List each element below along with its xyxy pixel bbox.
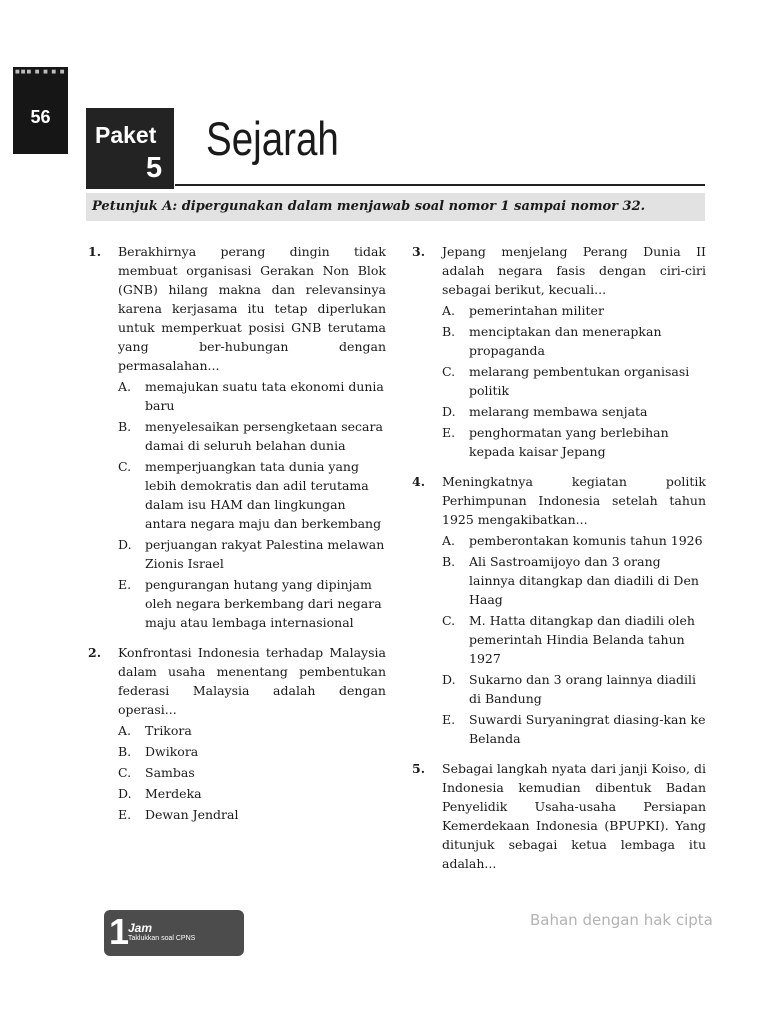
question-number: 4. [412, 474, 426, 489]
option-letter: D. [442, 404, 456, 419]
brand-number: 1 [109, 911, 130, 952]
answer-option[interactable] [442, 710, 706, 748]
question-number: 3. [412, 244, 426, 259]
option-text: pemerintahan militer [469, 303, 604, 318]
option-letter: E. [442, 425, 456, 440]
question [410, 242, 706, 461]
option-letter: B. [442, 554, 456, 569]
copyright-watermark: Bahan dengan hak cipta [530, 911, 713, 929]
answer-option[interactable] [442, 322, 706, 360]
answer-option[interactable] [442, 301, 706, 320]
instruction-text: Petunjuk A: dipergunakan dalam menjawab soal nomor 1 sampai nomor 32. [92, 199, 646, 214]
answer-option[interactable] [118, 805, 386, 824]
answer-option[interactable] [442, 402, 706, 421]
answer-option[interactable] [118, 575, 386, 632]
option-text: penghormatan yang berlebihan kepada kaisar Jepang [469, 425, 669, 459]
option-letter: C. [442, 364, 456, 379]
option-text: melarang membawa senjata [469, 404, 648, 419]
answer-option[interactable] [118, 377, 386, 415]
title-divider [175, 184, 705, 186]
option-letter: A. [118, 379, 132, 394]
page-title: Sejarah [206, 112, 339, 165]
option-letter: E. [442, 712, 456, 727]
option-text: Sambas [145, 765, 195, 780]
option-text: memperjuangkan tata dunia yang lebih demokratis dan adil terutama dalam isu HAM dan lingkungan antara negara maju dan berkembang [145, 459, 382, 531]
page-number: 56 [30, 107, 51, 127]
option-letter: C. [442, 613, 456, 628]
option-text: Dwikora [145, 744, 199, 759]
paket-number: 5 [146, 152, 163, 184]
option-text: memajukan suatu tata ekonomi dunia baru [145, 379, 384, 413]
option-text: Sukarno dan 3 orang lainnya diadili di Bandung [469, 672, 697, 706]
option-letter: B. [118, 744, 132, 759]
question [86, 242, 386, 632]
option-letter: B. [442, 324, 456, 339]
question-text: Berakhirnya perang dingin tidak membuat organisasi Gerakan Non Blok (GNB) hilang makna dan relevansinya karena kerjasama itu tetap diperlukan untuk memperkuat posisi GNB terutama yang ber-hubungan dengan permasalahan... [118, 244, 386, 373]
option-text: pemberontakan komunis tahun 1926 [469, 533, 703, 548]
option-letter: D. [442, 672, 456, 687]
option-letter: A. [118, 723, 132, 738]
option-text: pengurangan hutang yang dipinjam oleh negara berkembang dari negara maju atau lembaga internasional [145, 577, 382, 630]
page-number-tab [13, 67, 68, 154]
right-column [410, 242, 706, 884]
answer-option[interactable] [118, 742, 386, 761]
option-letter: A. [442, 533, 456, 548]
option-text: melarang pembentukan organisasi politik [469, 364, 690, 398]
answer-option[interactable] [118, 417, 386, 455]
left-column [86, 242, 386, 835]
option-text: Merdeka [145, 786, 202, 801]
option-text: M. Hatta ditangkap dan diadili oleh pemerintah Hindia Belanda tahun 1927 [469, 613, 695, 666]
option-text: Suwardi Suryaningrat diasing-kan ke Belanda [469, 712, 706, 746]
answer-option[interactable] [442, 670, 706, 708]
option-letter: C. [118, 765, 132, 780]
question-text: Meningkatnya kegiatan politik Perhimpunan Indonesia setelah tahun 1925 mengakibatkan... [442, 474, 706, 527]
question-text: Konfrontasi Indonesia terhadap Malaysia dalam usaha menentang pembentukan federasi Malaysia adalah dengan operasi... [118, 645, 386, 717]
paket-label: Paket [95, 122, 157, 148]
question-text: Jepang menjelang Perang Dunia II adalah negara fasis dengan ciri-ciri sebagai berikut, kecuali... [442, 244, 706, 297]
instruction-banner [86, 193, 705, 221]
question [86, 643, 386, 824]
option-letter: B. [118, 419, 132, 434]
question-number: 5. [412, 761, 426, 776]
option-text: Trikora [145, 723, 192, 738]
answer-option[interactable] [442, 552, 706, 609]
answer-option[interactable] [442, 531, 706, 550]
option-text: menciptakan dan menerapkan propaganda [469, 324, 662, 358]
question-number: 1. [88, 244, 102, 259]
option-letter: E. [118, 807, 132, 822]
brand-tagline: Taklukkan soal CPNS [128, 935, 196, 942]
option-letter: E. [118, 577, 132, 592]
option-letter: A. [442, 303, 456, 318]
question-text: Sebagai langkah nyata dari janji Koiso, di Indonesia kemudian dibentuk Badan Penyelidik Usaha-usaha Persiapan Kemerdekaan Indonesia (BPUPKI). Yang ditunjuk sebagai ketua lembaga itu adalah... [442, 761, 706, 871]
option-text: Dewan Jendral [145, 807, 239, 822]
option-letter: D. [118, 537, 132, 552]
option-text: menyelesaikan persengketaan secara damai di seluruh belahan dunia [145, 419, 383, 453]
question [410, 759, 706, 873]
answer-option[interactable] [118, 784, 386, 803]
answer-option[interactable] [118, 535, 386, 573]
answer-option[interactable] [118, 763, 386, 782]
answer-option[interactable] [118, 457, 386, 533]
option-letter: D. [118, 786, 132, 801]
answer-option[interactable] [442, 362, 706, 400]
answer-option[interactable] [118, 721, 386, 740]
option-text: Ali Sastroamijoyo dan 3 orang lainnya ditangkap dan diadili di Den Haag [469, 554, 699, 607]
question-number: 2. [88, 645, 102, 660]
tab-marks: ■■■ ■ ■ ■ ■ [15, 69, 66, 75]
option-text: perjuangan rakyat Palestina melawan Zionis Israel [145, 537, 385, 571]
brand-word: Jam [128, 921, 153, 935]
answer-option[interactable] [442, 423, 706, 461]
brand-logo [104, 910, 244, 956]
answer-option[interactable] [442, 611, 706, 668]
option-letter: C. [118, 459, 132, 474]
paket-badge [86, 108, 174, 189]
question [410, 472, 706, 748]
